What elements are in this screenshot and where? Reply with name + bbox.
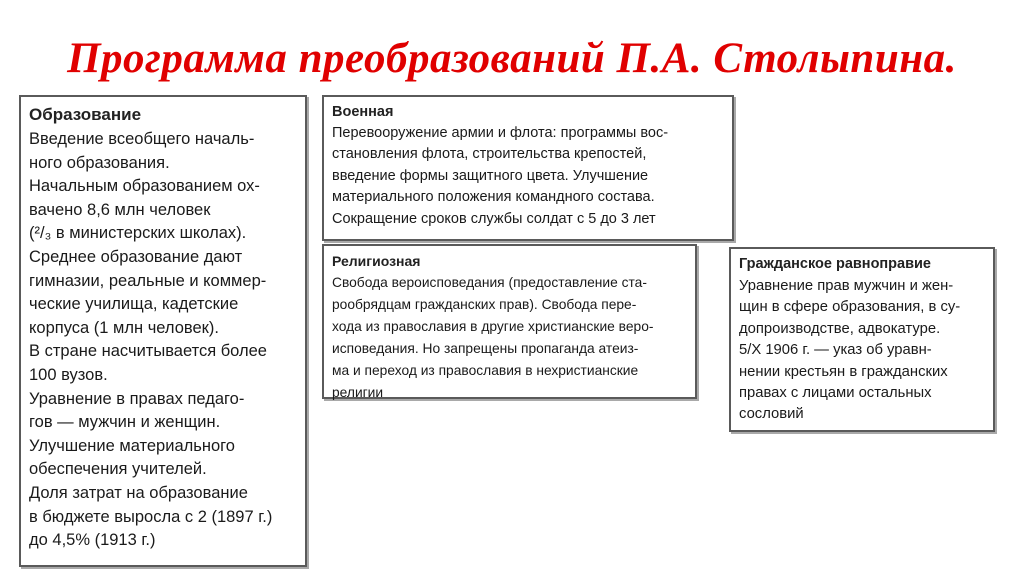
civil-equality-box	[729, 247, 995, 432]
education-line: Уравнение в правах педаго-	[29, 389, 245, 408]
religious-line: рообрядцам гражданских прав). Свобода пере-	[332, 297, 637, 312]
education-line: Начальным образованием ох-	[29, 177, 260, 196]
education-line: корпуса (1 млн человек).	[29, 318, 219, 337]
religious-box	[322, 244, 697, 399]
civil-line: щин в сфере образования, в су-	[739, 299, 961, 316]
military-line: материального положения командного состава.	[332, 189, 655, 206]
education-box	[19, 95, 307, 567]
civil-line: Уравнение прав мужчин и жен-	[739, 278, 954, 294]
education-heading: Образование	[29, 105, 142, 124]
military-line: Сокращение сроков службы солдат с 5 до 3 лет	[332, 210, 656, 227]
education-line: в бюджете выросла с 2 (1897 г.)	[29, 507, 273, 526]
education-line: ческие училища, кадетские	[29, 295, 239, 314]
education-line: 100 вузов.	[29, 365, 108, 384]
education-line: Доля затрат на образование	[29, 483, 248, 502]
military-line: Перевооружение армии и флота: программы вос-	[332, 125, 669, 141]
education-line: В стране насчитывается более	[29, 342, 267, 361]
civil-line: нении крестьян в гражданских	[739, 363, 948, 380]
education-line: гимназии, реальные и коммер-	[29, 271, 267, 290]
military-line: становления флота, строительства крепостей,	[332, 146, 647, 163]
religious-heading: Религиозная	[332, 253, 421, 269]
education-line: Улучшение материального	[29, 436, 235, 455]
education-line: вачено 8,6 млн человек	[29, 200, 211, 219]
education-line: Среднее образование дают	[29, 247, 243, 266]
civil-line: 5/X 1906 г. — указ об уравн-	[739, 342, 932, 359]
religious-line: хода из православия в другие христианские веро-	[332, 319, 654, 334]
military-line: введение формы защитного цвета. Улучшение	[332, 167, 649, 184]
education-line: гов — мужчин и женщин.	[29, 413, 221, 432]
education-line: Введение всеобщего началь-	[29, 130, 255, 148]
education-line: обеспечения учителей.	[29, 460, 207, 479]
religious-line: ма и переход из православия в нехристианские	[332, 363, 639, 378]
slide-title: Программа преобразований П.А. Столыпина.	[67, 35, 957, 82]
civil-heading: Гражданское равноправие	[739, 256, 931, 272]
education-line: ного образования.	[29, 153, 170, 172]
religious-line: Свобода вероисповедания (предоставление ста-	[332, 275, 647, 290]
education-line: до 4,5% (1913 г.)	[29, 531, 156, 550]
religious-line: религии	[332, 385, 384, 400]
military-box	[322, 95, 734, 241]
education-line: (²/₃ в министерских школах).	[29, 224, 247, 243]
religious-line: исповедания. Но запрещены пропаганда атеиз-	[332, 341, 639, 356]
civil-line: сословий	[739, 406, 804, 423]
military-heading: Военная	[332, 104, 394, 120]
civil-line: правах с лицами остальных	[739, 385, 932, 402]
civil-line: допроизводстве, адвокатуре.	[739, 320, 941, 337]
